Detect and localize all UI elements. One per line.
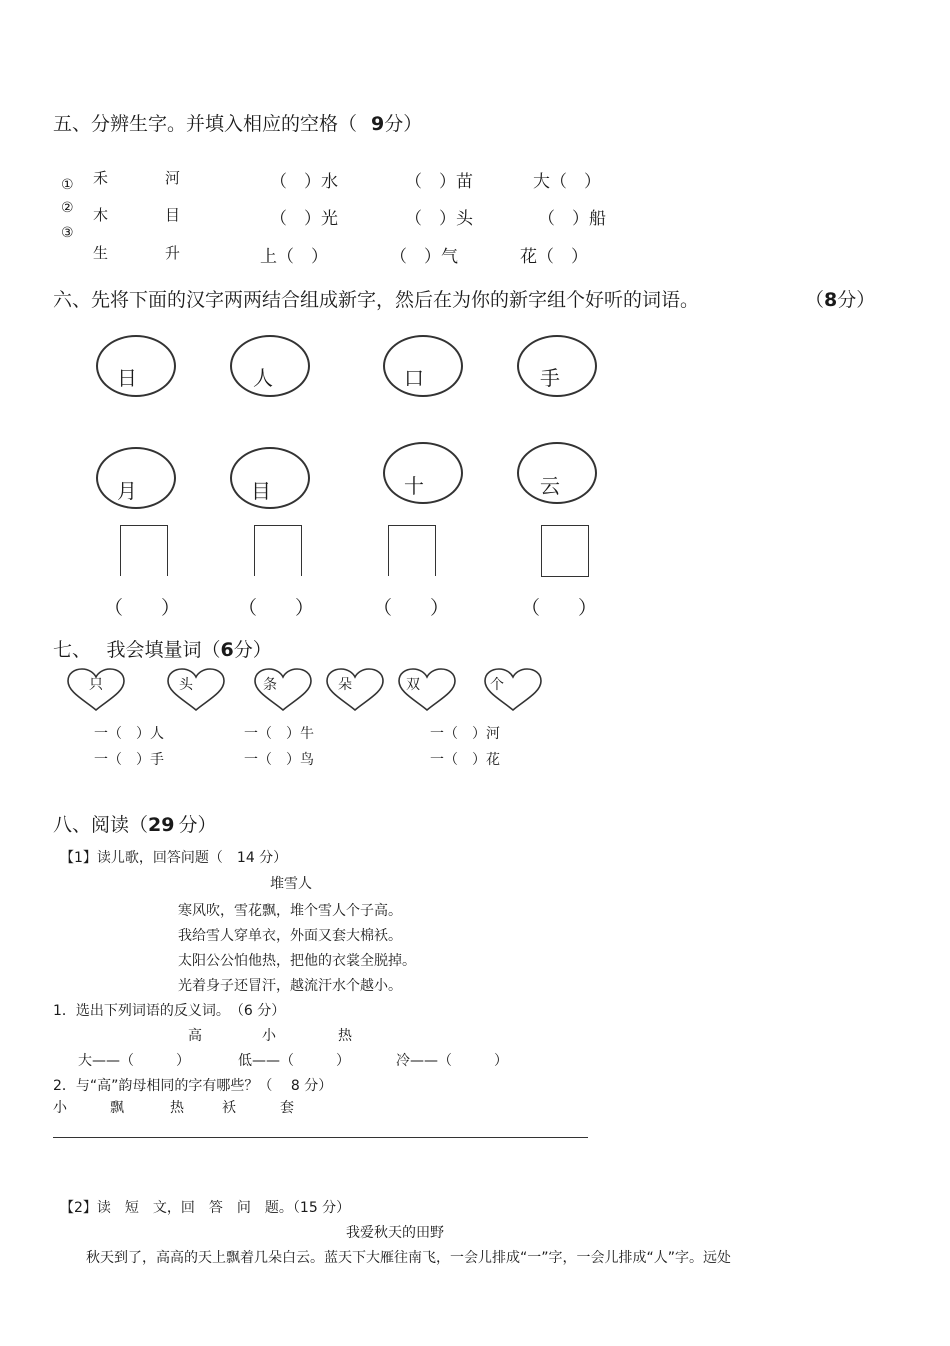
s5-r3-c5: 花（ ）	[520, 247, 588, 267]
answer-blank-2[interactable]: （ ）	[238, 597, 315, 619]
s5-r1-c3: （ ）水	[270, 172, 338, 192]
heart-6-label: 个	[490, 677, 504, 693]
measure-r1-c2: 一（ ）牛	[244, 726, 314, 742]
heart-5-label: 双	[406, 677, 420, 693]
char-circle-8-label: 云	[540, 474, 560, 498]
poem-line-1: 寒风吹，雪花飘，堆个雪人个子高。	[178, 903, 402, 919]
heart-1-label: 只	[89, 677, 103, 693]
question-1: 1．选出下列词语的反义词。 （6 分）	[53, 1003, 286, 1019]
s5-r2-c5: （ ）船	[538, 209, 606, 229]
section-5-title: 五、分辨生字。并填入相应的空格（	[53, 113, 358, 135]
section-8-fen: 分）	[178, 814, 217, 836]
section-5-heading	[53, 109, 422, 136]
section-5-num-3: ③	[61, 225, 74, 241]
section-6-title: 六、先将下面的汉字两两结合组成新字，然后在为你的新字组个好听的词语。	[53, 289, 700, 311]
q2-word-4: 袄	[222, 1100, 236, 1116]
s5-r2-c3: （ ）光	[270, 209, 338, 229]
answer-frame-3	[388, 525, 436, 576]
char-circle-6	[230, 447, 310, 509]
section-5-num-2: ②	[61, 200, 74, 216]
section-6-score-wrap	[805, 285, 875, 312]
char-circle-3-label: 口	[404, 366, 424, 390]
passage-title: 我爱秋天的田野	[346, 1225, 444, 1241]
heart-2	[166, 668, 226, 712]
char-circle-5-label: 月	[117, 479, 137, 503]
section-8-title: 八、阅读（	[53, 814, 149, 836]
heart-5	[397, 668, 457, 712]
char-circle-5	[96, 447, 176, 509]
char-circle-7	[383, 442, 463, 504]
heart-3-label: 条	[263, 677, 277, 693]
passage-text: 秋天到了，高高的天上飘着几朵白云。蓝天下大雁往南飞，一会儿排成“一”字，一会儿排成“人”字。远处	[86, 1250, 732, 1266]
char-circle-2	[230, 335, 310, 397]
s5-r2-c4: （ ）头	[405, 209, 473, 229]
part2-label: 【2】读 短 文，回 答 问 题。（15 分）	[60, 1200, 351, 1216]
q2-word-5: 套	[280, 1100, 294, 1116]
char-circle-8	[517, 442, 597, 504]
section-7-score: 6	[220, 639, 234, 661]
q2-word-1: 小	[53, 1100, 67, 1116]
q1-blank-3[interactable]: 冷——（ ）	[396, 1053, 508, 1069]
s5-r1-c4: （ ）苗	[405, 172, 473, 192]
answer-blank-4[interactable]: （ ）	[521, 597, 598, 619]
s5-r3-c2: 升	[165, 244, 181, 262]
q2-word-2: 飘	[110, 1100, 124, 1116]
s5-r1-c5: 大（ ）	[533, 172, 601, 192]
answer-frame-1	[120, 525, 168, 576]
q1-blank-1[interactable]: 大——（ ）	[78, 1053, 190, 1069]
q1-word-3: 热	[338, 1028, 352, 1044]
section-8-score: 29	[148, 814, 175, 836]
section-8-heading	[53, 810, 216, 837]
section-6-score-prefix: （	[805, 289, 825, 311]
section-5-num-1: ①	[61, 177, 74, 193]
q1-word-1: 高	[188, 1028, 202, 1044]
s5-r3-c4: （ ）气	[390, 247, 458, 267]
heart-3	[253, 668, 313, 712]
char-circle-3	[383, 335, 463, 397]
section-7-title: 七、 我会填量词（	[53, 639, 221, 661]
poem-line-3: 太阳公公怕他热，把他的衣裳全脱掉。	[178, 953, 416, 969]
s5-r1-c1: 禾	[93, 169, 109, 187]
q1-blank-2[interactable]: 低——（ ）	[238, 1053, 350, 1069]
s5-r2-c2: 目	[165, 206, 181, 224]
section-6-score-suffix: 分）	[837, 289, 876, 311]
s5-r3-c3: 上（ ）	[260, 247, 328, 267]
measure-r2-c3: 一（ ）花	[430, 752, 500, 768]
char-circle-4	[517, 335, 597, 397]
char-circle-1-label: 日	[117, 366, 137, 390]
s5-r2-c1: 木	[93, 206, 109, 224]
section-7-fen: 分）	[233, 639, 272, 661]
section-5-score: 9	[371, 113, 385, 135]
section-5-fen: 分）	[384, 113, 423, 135]
measure-r1-c3: 一（ ）河	[430, 726, 500, 742]
heart-4-label: 朵	[338, 677, 352, 693]
q1-word-2: 小	[262, 1028, 276, 1044]
heart-6	[483, 668, 543, 712]
answer-blank-1[interactable]: （ ）	[104, 597, 181, 619]
question-2: 2．与“高”韵母相同的字有哪些？（ 8 分）	[53, 1078, 333, 1094]
s5-r3-c1: 生	[93, 244, 109, 262]
answer-line[interactable]	[53, 1137, 588, 1138]
measure-r2-c1: 一（ ）手	[94, 752, 164, 768]
answer-blank-3[interactable]: （ ）	[373, 597, 450, 619]
char-circle-4-label: 手	[540, 366, 560, 390]
measure-r2-c2: 一（ ）鸟	[244, 752, 314, 768]
q2-word-3: 热	[170, 1100, 184, 1116]
poem-title: 堆雪人	[270, 876, 312, 892]
section-6-score: 8	[824, 289, 838, 311]
answer-frame-4	[541, 525, 589, 577]
char-circle-7-label: 十	[404, 474, 424, 498]
char-circle-1	[96, 335, 176, 397]
heart-4	[325, 668, 385, 712]
part1-label: 【1】读儿歌，回答问题（ 14 分）	[60, 850, 288, 866]
measure-r1-c1: 一（ ）人	[94, 726, 164, 742]
heart-1	[66, 668, 126, 712]
answer-frame-2	[254, 525, 302, 576]
s5-r1-c2: 河	[165, 169, 181, 187]
section-7-heading	[53, 635, 272, 662]
poem-line-2: 我给雪人穿单衣，外面又套大棉袄。	[178, 928, 402, 944]
char-circle-2-label: 人	[253, 366, 273, 390]
char-circle-6-label: 目	[251, 479, 271, 503]
heart-2-label: 头	[179, 677, 193, 693]
poem-line-4: 光着身子还冒汗，越流汗水个越小。	[178, 978, 402, 994]
